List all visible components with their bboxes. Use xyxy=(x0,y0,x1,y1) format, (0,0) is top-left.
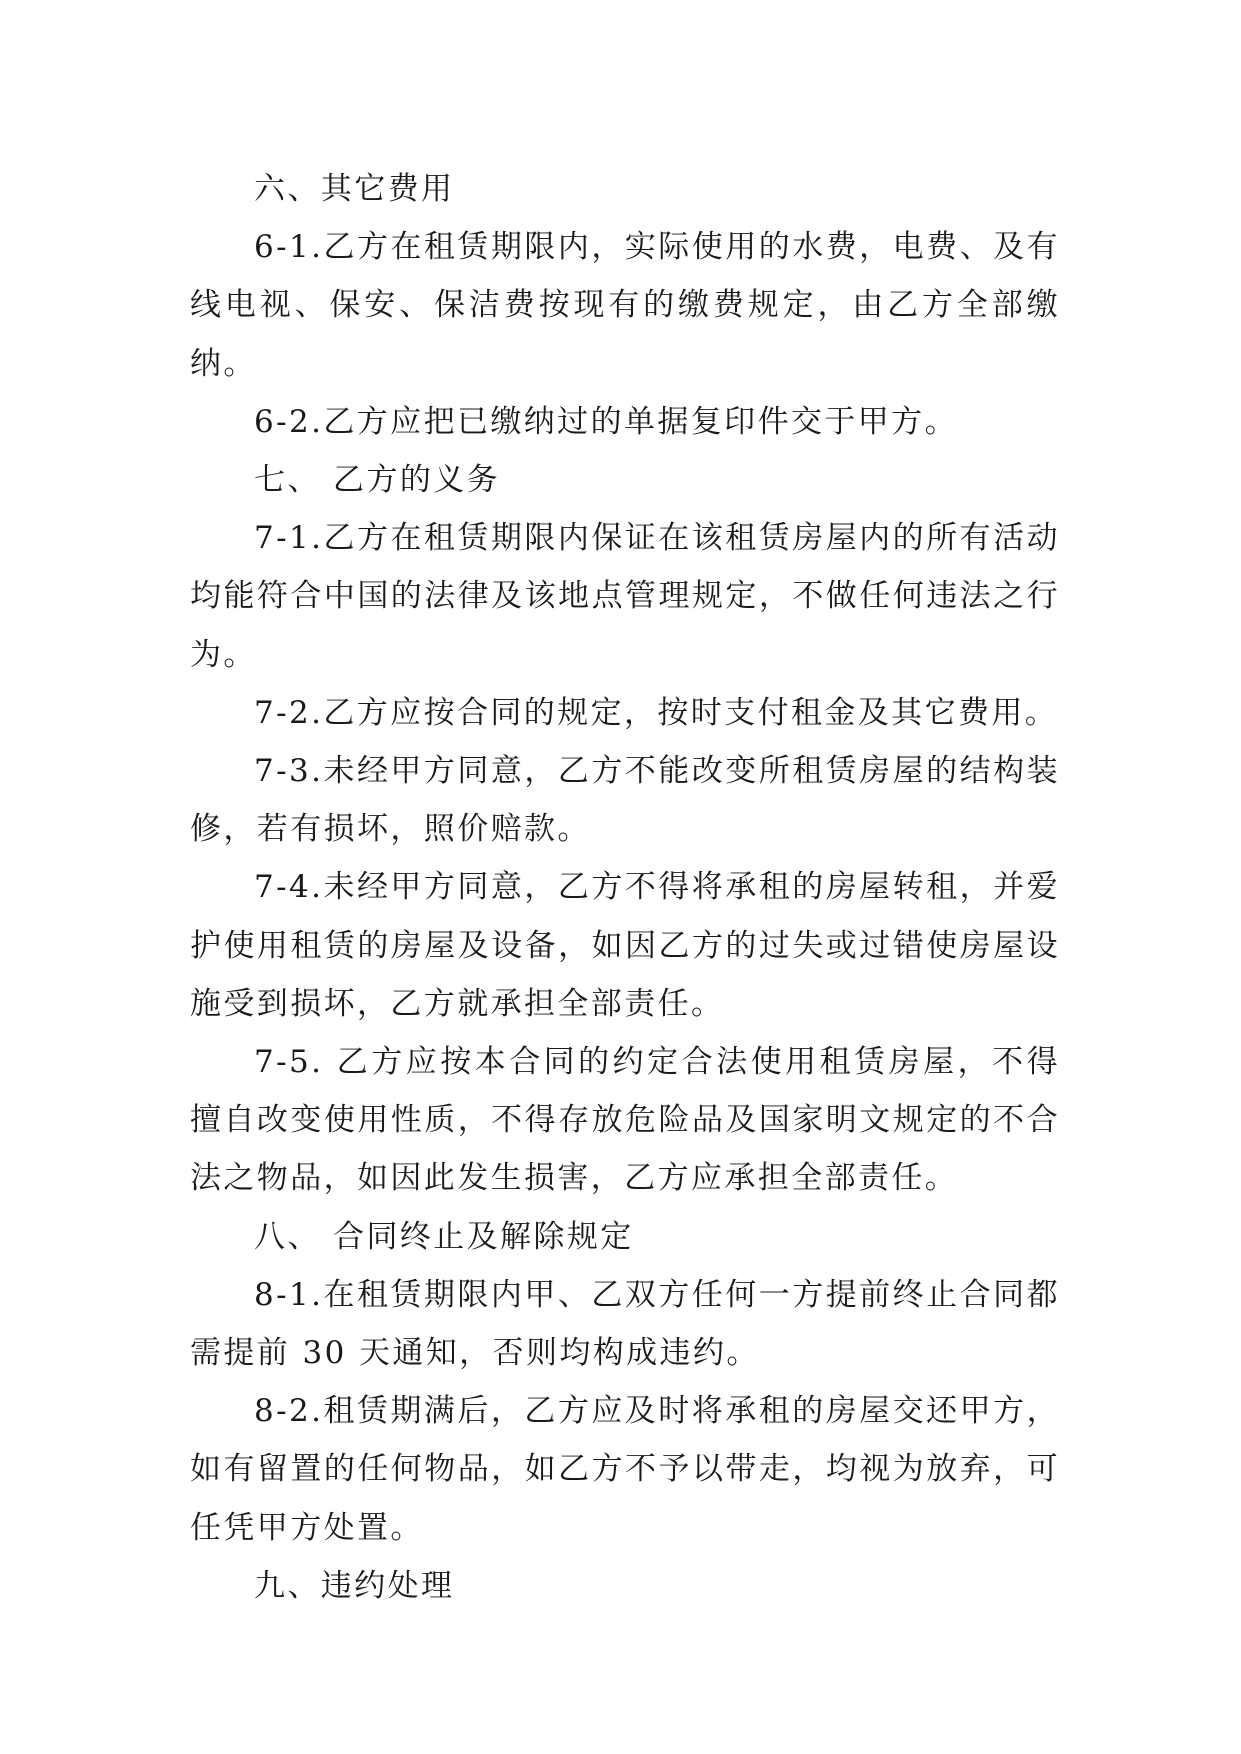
clause-7-5: 7-5. 乙方应按本合同的约定合法使用租赁房屋，不得擅自改变使用性质，不得存放危险品及国家明文规定的不合法之物品，如因此发生损害，乙方应承担全部责任。 xyxy=(190,1044,1060,1197)
section-heading-7: 七、 乙方的义务 xyxy=(254,462,501,499)
clause-6-1: 6-1.乙方在租赁期限内，实际使用的水费，电费、及有线电视、保安、保洁费按现有的缴费规定，由乙方全部缴纳。 xyxy=(190,229,1060,382)
clause-7-1: 7-1.乙方在租赁期限内保证在该租赁房屋内的所有活动均能符合中国的法律及该地点管理规定，不做任何违法之行为。 xyxy=(190,520,1060,673)
section-heading-9: 九、违约处理 xyxy=(254,1567,455,1604)
section-heading-8: 八、 合同终止及解除规定 xyxy=(254,1218,634,1255)
document-body xyxy=(190,160,1060,1615)
clause-8-2: 8-2.租赁期满后，乙方应及时将承租的房屋交还甲方，如有留置的任何物品，如乙方不予以带走，均视为放弃，可任凭甲方处置。 xyxy=(190,1393,1060,1546)
clause-7-3: 7-3.未经甲方同意，乙方不能改变所租赁房屋的结构装修，若有损坏，照价赔款。 xyxy=(190,753,1060,848)
clause-6-2: 6-2.乙方应把已缴纳过的单据复印件交于甲方。 xyxy=(254,403,958,440)
clause-7-2: 7-2.乙方应按合同的规定，按时支付租金及其它费用。 xyxy=(254,694,1059,731)
section-heading-6: 六、其它费用 xyxy=(254,171,455,207)
clause-7-4: 7-4.未经甲方同意，乙方不得将承租的房屋转租，并爱护使用租赁的房屋及设备，如因乙方的过失或过错使房屋设施受到损坏，乙方就承担全部责任。 xyxy=(190,869,1060,1022)
clause-8-1: 8-1.在租赁期限内甲、乙双方任何一方提前终止合同都需提前 30 天通知，否则均构成违约。 xyxy=(190,1276,1060,1372)
